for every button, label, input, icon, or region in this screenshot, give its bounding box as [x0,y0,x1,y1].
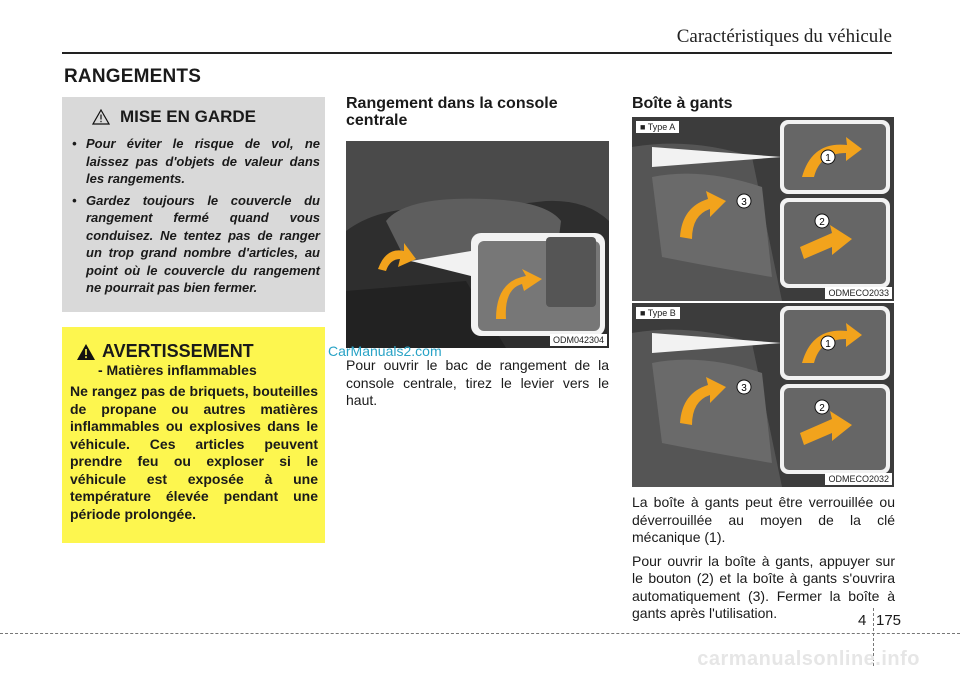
page-number: 175 [876,612,902,629]
caution-list [72,135,320,301]
caution-heading [92,107,256,127]
console-image [346,141,609,348]
glovebox-paragraph-2: Pour ouvrir la boîte à gants, appuyer sur le bouton (2) et la boîte à gants s'ouvrira automatiquement (3). Fermer la boîte à gants après l'utilisation. [632,552,895,621]
footer-watermark: carmanualsonline.info [697,648,920,670]
glovebox-illustration-a [632,117,894,301]
glovebox-paragraph-1: La boîte à gants peut être verrouillée ou déverrouillée au moyen de la clé mécanique (1). [632,494,895,545]
caution-box [62,97,325,312]
warning-heading [76,341,254,362]
warning-body: Ne rangez pas de briquets, bouteilles de propane ou autres matières inflammables ou explosives dans le véhicule. Ces articles peuvent prendre feu ou exploser si le véhicule est exposée à une température élevée pendant une période prolongée. [70,383,318,522]
list-item: • Pour éviter le risque de vol, ne laissez pas d'objets de valeur dans les rangements. [72,136,320,186]
glovebox-image-type-a [632,117,894,301]
console-title: Rangement dans la console centrale [346,95,558,129]
caution-title: MISE EN GARDE [120,107,257,126]
warning-box [62,327,325,543]
warning-triangle-icon [92,109,110,125]
glovebox-body [632,494,895,629]
chapter-title: Caractéristiques du véhicule [676,26,892,47]
watermark-text: CarManuals2.com [328,343,442,359]
type-b-label: ■ Type B [636,307,680,319]
callout-3: 3 [741,197,747,208]
console-illustration [346,141,609,348]
warning-title: AVERTISSEMENT [102,341,254,361]
image-caption: ODM042304 [550,334,607,346]
footer-rule [0,633,960,634]
callout-2: 2 [819,403,825,414]
header-rule [62,52,892,54]
image-caption: ODMECO2032 [825,473,892,485]
image-caption: ODMECO2033 [825,287,892,299]
section-title: RANGEMENTS [64,66,202,87]
glovebox-title: Boîte à gants [632,95,733,112]
callout-2: 2 [819,217,825,228]
list-item: • Gardez toujours le couvercle du rangement fermé quand vous conduisez. Ne tentez pas de ranger un trop grand nombre d'articles, au point où le couvercle du rangement ne pourrait pas bien fermer. [72,192,320,295]
callout-3: 3 [741,383,747,394]
warning-subtitle: - Matières inflammables [98,362,257,378]
type-a-label: ■ Type A [636,121,679,133]
chapter-number: 4 [858,612,867,629]
callout-1: 1 [825,339,831,350]
console-body: Pour ouvrir le bac de rangement de la console centrale, tirez le levier vers le haut. [346,357,609,408]
glovebox-image-type-b [632,303,894,487]
glovebox-illustration-b [632,303,894,487]
callout-1: 1 [825,153,831,164]
warning-filled-triangle-icon [76,343,96,361]
